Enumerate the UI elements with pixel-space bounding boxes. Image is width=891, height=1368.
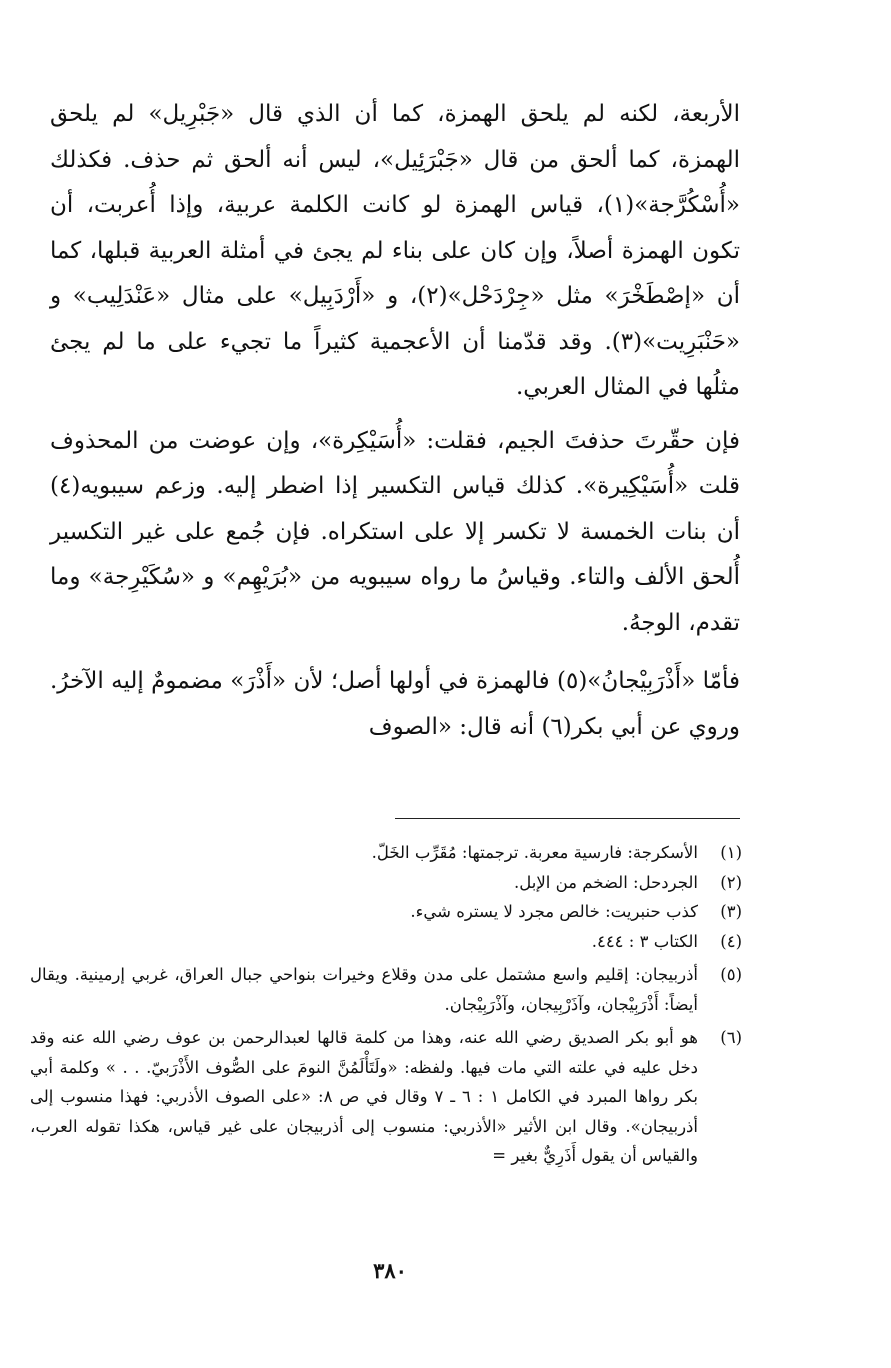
- paragraph-3: فأمّا «أَذْرَبِيْجانُ»(٥) فالهمزة في أولها أصل؛ لأن «أَذْرَ» مضمومٌ إليه الآخرُ. وروي عن أبي بكر(٦) أنه قال: «الصوف: [50, 668, 740, 740]
- footnote-3: [30, 897, 742, 927]
- footnote-separator: [395, 818, 740, 819]
- paragraph-1: الأربعة، لكنه لم يلحق الهمزة، كما أن الذي قال «جَبْرِيل» لم يلحق الهمزة، كما ألحق من قال «جَبْرَئِيل»، ليس أنه ألحق ثم حذف. فكذلك «أُسْكُرَّجة»(١)، قياس الهمزة لو كانت الكلمة عربية، وإذا أُعربت، أن تكون الهمزة أصلاً، وإن كان على بناء لم يجئ في أمثلة العربية قبلها، كما أن «إصْطَخْرَ» مثل «جِرْدَحْل»(٢)، و «أَرْدَبِيل» على مثال «عَنْدَلِيب» و «حَنْبَرِيت»(٣). وقد قدّمنا أن الأعجمية كثيراً ما تجيء على ما لم يجئ مثلُها في المثال العربي.: [50, 101, 740, 400]
- footnote-1: [30, 838, 742, 868]
- footnote-text: الكتاب ٣ : ٤٤٤.: [591, 931, 698, 951]
- footnote-4: [30, 927, 742, 957]
- footnote-text: هو أبو بكر الصديق رضي الله عنه، وهذا من كلمة قالها لعبدالرحمن بن عوف رضي الله عنه وقد دخل عليه في علته التي مات فيها. ولفظه: «ولَتَأْلَمُنَّ النومَ على الصُّوف الأَذْرَبيّ. . . » وكلمة أبي بكر رواها المبرد في الكامل ١ : ٦ ـ ٧ وقال في ص ٨: «على الصوف الأذربي: فهذا منسوب إلى أذربيجان». وقال ابن الأثير «الأذربي: منسوب إلى أذربيجان على غير قياس، هكذا تقوله العرب، والقياس أن يقول أَذَرِيٌّ بغير =: [30, 1028, 698, 1165]
- footnote-6: [30, 1023, 742, 1171]
- footnote-text: الجردحل: الضخم من الإبل.: [514, 872, 698, 892]
- paragraph-2: فإن حقّرتَ حذفتَ الجيم، فقلت: «أُسَيْكِرة»، وإن عوضت من المحذوف قلت «أُسَيْكِيرة». كذلك قياس التكسير إذا اضطر إليه. وزعم سيبويه(٤) أن بنات الخمسة لا تكسر إلا على استكراه. فإن جُمع على غير التكسير أُلحق الألف والتاء. وقياسُ ما رواه سيبويه من «بُرَيْهِم» و «سُكَيْرِجة» وما تقدم، الوجهُ.: [50, 427, 740, 636]
- footnote-text: كذب حنبريت: خالص مجرد لا يستره شيء.: [410, 902, 698, 921]
- footnote-5: [30, 960, 742, 1019]
- footnote-number: (٦): [720, 1028, 742, 1047]
- footnotes: [30, 838, 742, 1171]
- footnote-number: (٢): [720, 872, 742, 892]
- page-number: ٣٨٠: [373, 1258, 407, 1283]
- footnote-number: (١): [720, 843, 742, 862]
- footnote-2: [30, 868, 742, 898]
- footnote-text: الأسكرجة: فارسية معربة. ترجمتها: مُقَرِّب الخَلّ.: [371, 843, 698, 862]
- footnote-text: أذربيجان: إقليم واسع مشتمل على مدن وقلاع وخيرات بنواحي جبال العراق، غربي إرمينية. ويقال أيضاً: أَذْرَبِيْجان، وآذَرْبِيجان، وآذْرَبِيْجان.: [30, 965, 698, 1014]
- main-text: [50, 92, 740, 750]
- footnote-number: (٤): [720, 931, 742, 951]
- footnote-number: (٥): [720, 965, 742, 984]
- footnote-number: (٣): [720, 902, 742, 921]
